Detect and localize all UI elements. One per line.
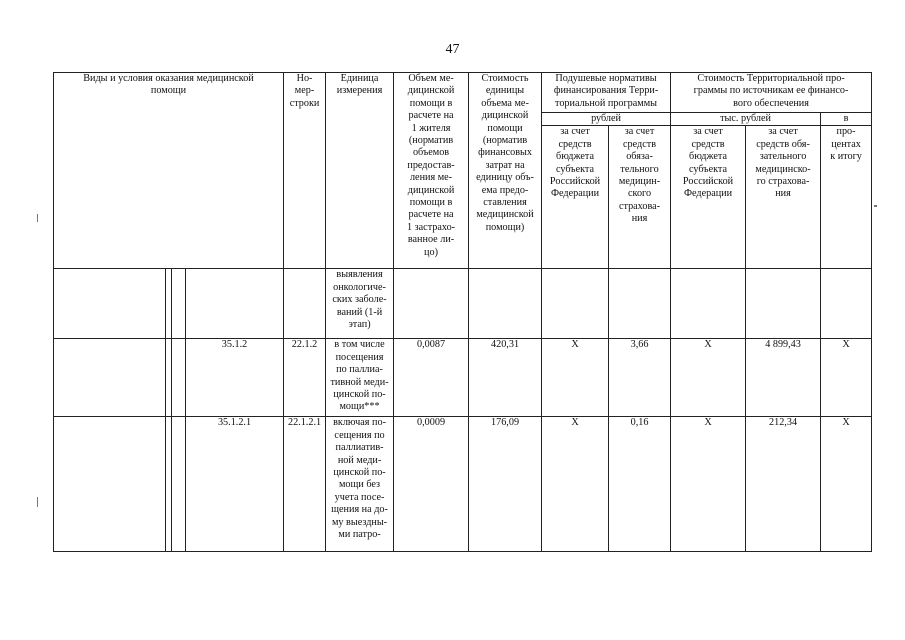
header-unit-cost: Стоимость единицы объема ме- дицинской помощи (норматив финансовых затрат на единицу объ- ема предо- ставления медицинской помощи) <box>469 73 542 269</box>
row-pc-budget <box>542 269 609 339</box>
header-tc-budget: за счет средств бюджета субъекта Российской Федерации <box>671 126 746 269</box>
header-volume-norm: Объем ме- дицинской помощи в расчете на 1 жителя (норматив объемов предостав- ления ме- дицинской помощи в расчете на 1 застрахо- ванное ли- цо) <box>394 73 469 269</box>
table-row <box>54 339 872 417</box>
row-unit: выявления онкологиче- ских заболе- ваний (1-й этап) <box>326 269 394 339</box>
row-blank-cell <box>172 339 186 417</box>
row-pc-oms <box>609 269 671 339</box>
row-tc-budget: X <box>671 339 746 417</box>
row-pc-budget: X <box>542 417 609 552</box>
row-blank-cell <box>172 269 186 339</box>
row-volume: 0,0087 <box>394 339 469 417</box>
row-tc-oms: 212,34 <box>746 417 821 552</box>
header-unit-thousand-rubles: тыс. рублей <box>671 113 821 126</box>
scan-margin-mark <box>37 497 38 507</box>
row-tc-oms <box>746 269 821 339</box>
row-blank-cell <box>54 339 166 417</box>
row-blank-cell <box>172 417 186 552</box>
header-unit-percent-top: в <box>821 113 872 126</box>
page-number: 47 <box>445 42 460 57</box>
row-unit: в том числе посещения по паллиа- тивной меди- цинской по- мощи*** <box>326 339 394 417</box>
row-percent <box>821 269 872 339</box>
header-row-main <box>54 73 872 113</box>
row-cost: 420,31 <box>469 339 542 417</box>
header-per-capita-norms: Подушевые нормативы финансирования Терри- ториальной программы <box>542 73 671 113</box>
header-pc-budget: за счет средств бюджета субъекта Российской Федерации <box>542 126 609 269</box>
row-pc-oms: 3,66 <box>609 339 671 417</box>
row-unit: включая по- сещения по паллиатив- ной меди- цинской по- мощи без учета посе- щения на до- му выездны- ми патро- <box>326 417 394 552</box>
row-percent: X <box>821 417 872 552</box>
scan-margin-mark <box>874 205 877 207</box>
row-tc-budget: X <box>671 417 746 552</box>
header-tc-oms: за счет средств обя- зательного медицинско- го страхова- ния <box>746 126 821 269</box>
scan-margin-mark <box>37 214 38 222</box>
row-line-number: 22.1.2.1 <box>284 417 326 552</box>
row-tc-oms: 4 899,43 <box>746 339 821 417</box>
row-code <box>186 269 284 339</box>
financing-table <box>53 72 872 552</box>
table-row <box>54 269 872 339</box>
header-pc-oms: за счет средств обяза- тельного медицин- ского страхова- ния <box>609 126 671 269</box>
row-line-number: 22.1.2 <box>284 339 326 417</box>
row-volume: 0,0009 <box>394 417 469 552</box>
row-cost <box>469 269 542 339</box>
header-unit-rubles: рублей <box>542 113 671 126</box>
header-unit: Единица измерения <box>326 73 394 269</box>
row-tc-budget <box>671 269 746 339</box>
header-row-number: Но- мер- строки <box>284 73 326 269</box>
row-pc-oms: 0,16 <box>609 417 671 552</box>
row-code: 35.1.2.1 <box>186 417 284 552</box>
row-blank-cell <box>54 417 166 552</box>
header-percent-of-total: про- центах к итогу <box>821 126 872 269</box>
row-blank-cell <box>54 269 166 339</box>
row-percent: X <box>821 339 872 417</box>
header-types-of-care: Виды и условия оказания медицинской помощи <box>54 73 284 269</box>
header-program-cost: Стоимость Территориальной про- граммы по источникам ее финансо- вого обеспечения <box>671 73 872 113</box>
row-line-number <box>284 269 326 339</box>
row-volume <box>394 269 469 339</box>
row-code: 35.1.2 <box>186 339 284 417</box>
table-row <box>54 417 872 552</box>
row-cost: 176,09 <box>469 417 542 552</box>
row-pc-budget: X <box>542 339 609 417</box>
